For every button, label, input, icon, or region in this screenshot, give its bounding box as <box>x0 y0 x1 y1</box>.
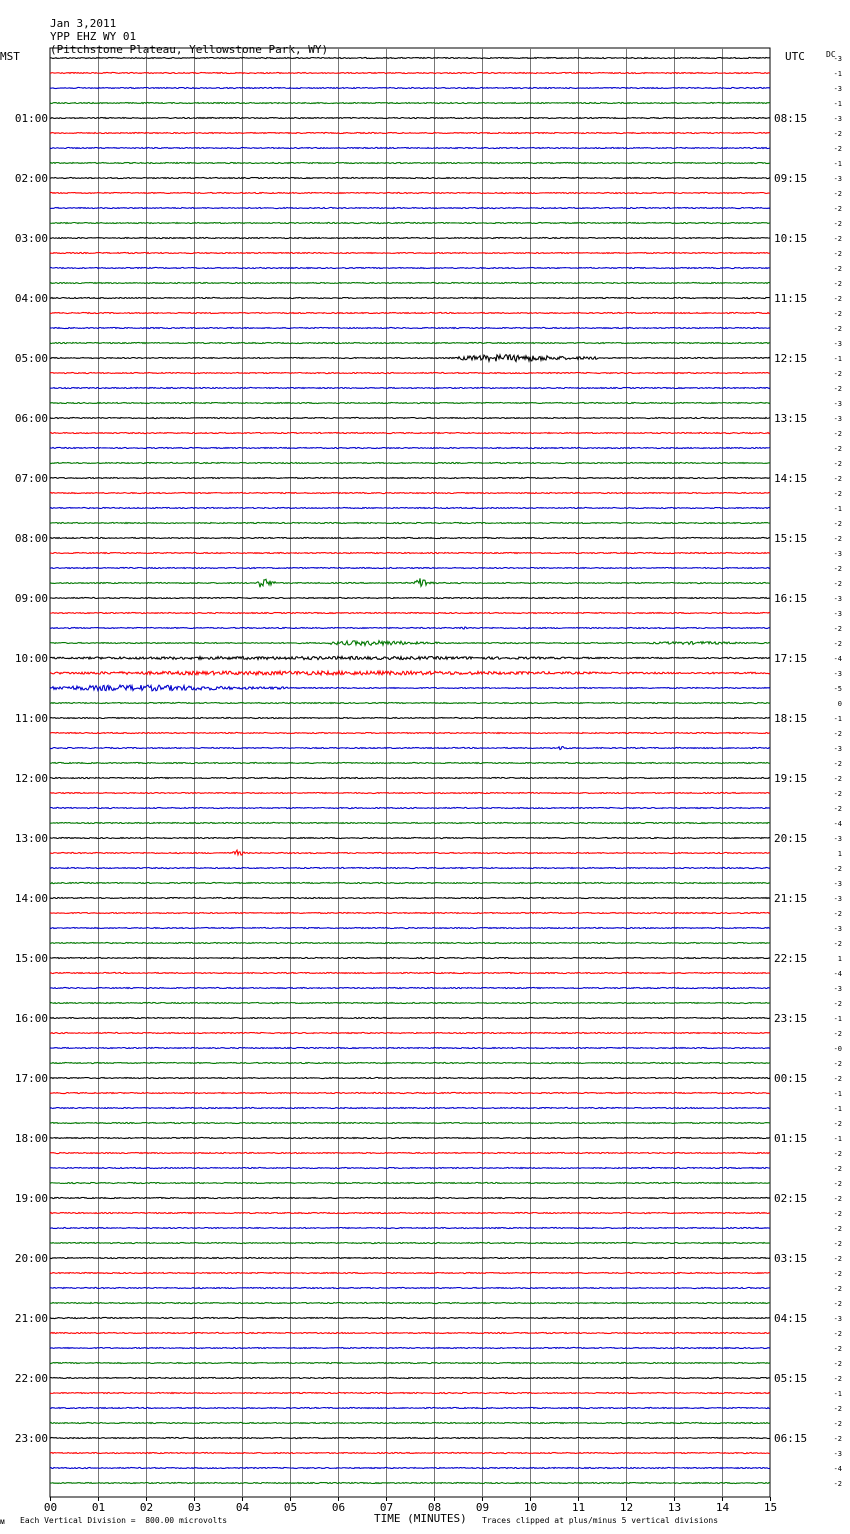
dc-offset-label: -4 <box>833 970 842 978</box>
dc-offset-label: -2 <box>833 1225 842 1233</box>
seismic-trace <box>50 1062 770 1063</box>
mst-hour-label: 15:00 <box>14 952 48 965</box>
dc-offset-label: -3 <box>833 670 842 678</box>
utc-hour-label: 18:15 <box>774 712 808 725</box>
seismic-trace <box>50 912 770 913</box>
dc-offset-label: -2 <box>833 445 842 453</box>
seismic-trace <box>50 1152 770 1153</box>
utc-hour-label: 03:15 <box>774 1252 808 1265</box>
dc-offset-label: -2 <box>833 1075 842 1083</box>
dc-offset-label: -2 <box>833 1180 842 1188</box>
seismic-trace <box>50 1347 770 1348</box>
seismic-trace <box>50 102 770 103</box>
dc-offset-label: -4 <box>833 1465 842 1473</box>
seismic-trace <box>50 1317 770 1318</box>
dc-offset-label: -2 <box>833 775 842 783</box>
utc-hour-label: 16:15 <box>774 592 808 605</box>
x-tick-label: 07 <box>379 1501 394 1514</box>
mst-hour-label: 20:00 <box>14 1252 48 1265</box>
seismic-trace <box>50 685 770 691</box>
dc-offset-label: -3 <box>833 85 842 93</box>
seismic-trace <box>50 957 770 958</box>
mst-hour-label: 10:00 <box>14 652 48 665</box>
seismic-trace <box>50 87 770 88</box>
dc-offset-label: -2 <box>833 475 842 483</box>
dc-offset-label: -2 <box>833 1285 842 1293</box>
dc-offset-label: -2 <box>833 535 842 543</box>
dc-offset-label: -1 <box>833 160 842 168</box>
seismic-trace <box>50 747 770 750</box>
dc-offset-label: -2 <box>833 625 842 633</box>
mst-hour-label: 22:00 <box>14 1372 48 1385</box>
seismic-trace <box>50 252 770 253</box>
seismic-trace <box>50 1467 770 1468</box>
seismic-trace <box>50 641 770 646</box>
dc-offset-label: -2 <box>833 1345 842 1353</box>
dc-offset-label: -2 <box>833 805 842 813</box>
mst-hour-label: 17:00 <box>14 1072 48 1085</box>
utc-hour-label: 12:15 <box>774 352 808 365</box>
seismic-trace <box>50 1257 770 1258</box>
x-tick-label: 03 <box>187 1501 202 1514</box>
utc-hour-label: 13:15 <box>774 412 808 425</box>
seismic-trace <box>50 1392 770 1393</box>
x-tick-label: 04 <box>235 1501 250 1514</box>
trace-lines <box>50 57 770 1483</box>
seismic-trace <box>50 1182 770 1183</box>
dc-offset-label: -2 <box>833 1120 842 1128</box>
dc-offset-label: -3 <box>833 610 842 618</box>
seismic-trace <box>50 942 770 943</box>
scale-note: Each Vertical Division = 800.00 microvolts <box>20 1516 228 1525</box>
x-tick-label: 09 <box>475 1501 490 1514</box>
dc-offset-label: -2 <box>833 280 842 288</box>
x-tick-label: 13 <box>667 1501 682 1514</box>
dc-offset-label: -2 <box>833 1030 842 1038</box>
x-tick-label: 01 <box>91 1501 106 1514</box>
seismic-trace <box>50 1137 770 1138</box>
x-tick-label: 02 <box>139 1501 154 1514</box>
utc-hour-label: 09:15 <box>774 172 808 185</box>
dc-offset-label: -2 <box>833 205 842 213</box>
dc-offset-label: -2 <box>833 1165 842 1173</box>
seismic-trace <box>50 327 770 328</box>
dc-offset-label: -2 <box>833 1195 842 1203</box>
mst-label: MST <box>0 50 20 63</box>
clip-note: Traces clipped at plus/minus 5 vertical divisions <box>482 1516 719 1525</box>
seismic-trace <box>50 552 770 553</box>
dc-offset-label: -2 <box>833 520 842 528</box>
dc-offset-label: -2 <box>833 1270 842 1278</box>
dc-offset-label: -3 <box>833 745 842 753</box>
seismic-trace <box>50 1227 770 1228</box>
seismic-trace <box>50 355 770 362</box>
dc-offset-label: -2 <box>833 430 842 438</box>
x-tick-label: 14 <box>715 1501 730 1514</box>
dc-offset-label: -2 <box>833 1405 842 1413</box>
plot-grid <box>50 48 770 1497</box>
dc-offset-label: -2 <box>833 730 842 738</box>
dc-offset-label: -3 <box>833 55 842 63</box>
seismic-trace <box>50 597 770 598</box>
mst-hour-label: 05:00 <box>14 352 48 365</box>
seismic-trace <box>50 57 770 58</box>
utc-hour-label: 00:15 <box>774 1072 808 1085</box>
dc-offset-label: -1 <box>833 1015 842 1023</box>
dc-offset-label: -2 <box>833 250 842 258</box>
dc-offset-label: -2 <box>833 460 842 468</box>
dc-offset-label: -2 <box>833 1240 842 1248</box>
dc-offset-label: -2 <box>833 865 842 873</box>
dc-offset-label: -2 <box>833 640 842 648</box>
dc-offset-label: -1 <box>833 505 842 513</box>
seismic-trace <box>50 732 770 733</box>
seismic-trace <box>50 837 770 838</box>
dc-offset-label: -1 <box>833 1090 842 1098</box>
seismic-trace <box>50 1167 770 1168</box>
plot-frame <box>50 48 770 1497</box>
utc-hour-label: 22:15 <box>774 952 808 965</box>
dc-offset-label: -2 <box>833 265 842 273</box>
utc-hour-label: 14:15 <box>774 472 808 485</box>
dc-offset-label: -2 <box>833 1210 842 1218</box>
dc-offset-label: -2 <box>833 1000 842 1008</box>
x-tick-label: 08 <box>427 1501 442 1514</box>
seismic-trace <box>50 867 770 868</box>
seismic-trace <box>50 237 770 238</box>
seismic-trace <box>50 897 770 898</box>
seismic-trace <box>50 1032 770 1033</box>
seismic-trace <box>50 507 770 508</box>
dc-offset-label: -3 <box>833 115 842 123</box>
dc-offset-label: -2 <box>833 565 842 573</box>
utc-hour-label: 20:15 <box>774 832 808 845</box>
seismic-trace <box>50 927 770 928</box>
dc-offset-label: -1 <box>833 355 842 363</box>
dc-offset-label: -3 <box>833 925 842 933</box>
seismic-trace <box>50 702 770 703</box>
dc-offset-label: -2 <box>833 1480 842 1488</box>
utc-hour-label: 23:15 <box>774 1012 808 1025</box>
location-label: (Pitchstone Plateau, Yellowstone Park, WY) <box>50 43 329 56</box>
seismic-trace <box>50 1332 770 1333</box>
seismic-trace <box>50 777 770 778</box>
mst-hour-label: 02:00 <box>14 172 48 185</box>
seismic-trace <box>50 132 770 133</box>
utc-hour-label: 01:15 <box>774 1132 808 1145</box>
dc-offset-label: -3 <box>833 895 842 903</box>
dc-offset-label: -2 <box>833 1435 842 1443</box>
mst-hour-label: 09:00 <box>14 592 48 605</box>
dc-offset-label: -4 <box>833 655 842 663</box>
seismic-trace <box>50 1452 770 1453</box>
dc-offset-label: -1 <box>833 1105 842 1113</box>
seismic-trace <box>50 1212 770 1213</box>
dc-offset-label: -2 <box>833 1330 842 1338</box>
dc-offset-label: -4 <box>833 820 842 828</box>
seismic-trace <box>50 1077 770 1078</box>
seismic-trace <box>50 72 770 73</box>
dc-offset-label: -2 <box>833 1360 842 1368</box>
dc-offset-label: -2 <box>833 325 842 333</box>
seismic-trace <box>50 1197 770 1198</box>
seismic-trace <box>50 567 770 568</box>
seismic-trace <box>50 612 770 613</box>
dc-offset-label: -3 <box>833 340 842 348</box>
dc-offset-label: -3 <box>833 415 842 423</box>
mst-hour-label: 07:00 <box>14 472 48 485</box>
seismic-trace <box>50 987 770 988</box>
seismic-trace <box>50 492 770 493</box>
mst-hour-label: 21:00 <box>14 1312 48 1325</box>
dc-offset-label: -2 <box>833 295 842 303</box>
seismic-trace <box>50 1017 770 1018</box>
dc-label: DC <box>826 50 836 59</box>
dc-offset-label: -5 <box>833 685 842 693</box>
x-tick-label: 12 <box>619 1501 634 1514</box>
mst-hour-label: 04:00 <box>14 292 48 305</box>
seismic-trace <box>50 1377 770 1378</box>
seismic-trace <box>50 402 770 403</box>
seismic-trace <box>50 1437 770 1438</box>
x-axis-title: TIME (MINUTES) <box>374 1512 467 1525</box>
seismic-trace <box>50 342 770 343</box>
seismic-trace <box>50 578 770 587</box>
seismic-trace <box>50 117 770 118</box>
seismic-trace <box>50 792 770 793</box>
seismic-trace <box>50 537 770 538</box>
mst-hour-label: 16:00 <box>14 1012 48 1025</box>
dc-offset-label: -0 <box>833 1045 842 1053</box>
seismic-trace <box>50 1002 770 1003</box>
dc-offset-label: -3 <box>833 595 842 603</box>
station-label: YPP EHZ WY 01 <box>50 30 137 43</box>
seismic-trace <box>50 147 770 148</box>
dc-offset-label: -1 <box>833 1390 842 1398</box>
dc-offset-label: -3 <box>833 1450 842 1458</box>
dc-offset-label: -2 <box>833 1255 842 1263</box>
seismic-trace <box>50 1407 770 1408</box>
seismic-trace <box>50 192 770 193</box>
seismic-trace <box>50 297 770 298</box>
mst-hour-label: 18:00 <box>14 1132 48 1145</box>
seismic-trace <box>50 162 770 163</box>
mst-hour-label: 11:00 <box>14 712 48 725</box>
dc-offset-label: -1 <box>833 1135 842 1143</box>
seismic-trace <box>50 432 770 433</box>
utc-hour-label: 19:15 <box>774 772 808 785</box>
corner-mark: ᴍ <box>0 1517 5 1526</box>
seismic-trace <box>50 1362 770 1363</box>
seismic-trace <box>50 1422 770 1423</box>
seismic-trace <box>50 882 770 883</box>
dc-offset-label: -1 <box>833 100 842 108</box>
mst-hour-label: 01:00 <box>14 112 48 125</box>
dc-offset-label: -2 <box>833 1150 842 1158</box>
dc-offset-label: -3 <box>833 1315 842 1323</box>
utc-hour-label: 10:15 <box>774 232 808 245</box>
mst-hour-label: 14:00 <box>14 892 48 905</box>
mst-hour-label: 19:00 <box>14 1192 48 1205</box>
utc-hour-label: 17:15 <box>774 652 808 665</box>
dc-offset-label: -2 <box>833 190 842 198</box>
dc-offset-label: -2 <box>833 145 842 153</box>
seismic-trace <box>50 1272 770 1273</box>
seismic-trace <box>50 1242 770 1243</box>
seismic-trace <box>50 1287 770 1288</box>
dc-offset-label: -2 <box>833 910 842 918</box>
dc-offset-label: -2 <box>833 310 842 318</box>
dc-offset-label: -3 <box>833 985 842 993</box>
dc-offset-label: -2 <box>833 760 842 768</box>
dc-offset-label: -3 <box>833 400 842 408</box>
x-tick-label: 10 <box>523 1501 538 1514</box>
x-tick-label: 06 <box>331 1501 346 1514</box>
utc-hour-label: 04:15 <box>774 1312 808 1325</box>
utc-hour-label: 15:15 <box>774 532 808 545</box>
seismic-trace <box>50 671 770 675</box>
seismic-trace <box>50 282 770 283</box>
seismic-trace <box>50 387 770 388</box>
dc-offset-label: -2 <box>833 235 842 243</box>
dc-offset-label: -1 <box>833 715 842 723</box>
seismic-trace <box>50 762 770 763</box>
utc-hour-label: 06:15 <box>774 1432 808 1445</box>
mst-hour-label: 23:00 <box>14 1432 48 1445</box>
dc-offset-label: -2 <box>833 580 842 588</box>
dc-offset-label: -3 <box>833 880 842 888</box>
utc-label: UTC <box>785 50 805 63</box>
x-tick-label: 05 <box>283 1501 298 1514</box>
seismic-trace <box>50 1092 770 1093</box>
seismic-trace <box>50 462 770 463</box>
seismic-trace <box>50 972 770 973</box>
mst-hour-label: 03:00 <box>14 232 48 245</box>
mst-hour-label: 13:00 <box>14 832 48 845</box>
dc-offset-label: -2 <box>833 1420 842 1428</box>
seismic-trace <box>50 850 770 855</box>
dc-offset-label: 0 <box>837 700 842 708</box>
x-tick-label: 11 <box>571 1501 586 1514</box>
dc-offset-label: 1 <box>837 850 842 858</box>
mst-hour-label: 12:00 <box>14 772 48 785</box>
seismic-trace <box>50 177 770 178</box>
seismic-trace <box>50 1107 770 1108</box>
utc-hour-label: 11:15 <box>774 292 808 305</box>
seismic-trace <box>50 372 770 373</box>
seismic-trace <box>50 207 770 208</box>
dc-offset-label: -2 <box>833 490 842 498</box>
x-tick-label: 15 <box>763 1501 778 1514</box>
seismic-trace <box>50 1122 770 1123</box>
seismic-trace <box>50 312 770 313</box>
seismic-trace <box>50 417 770 418</box>
dc-offset-label: -2 <box>833 790 842 798</box>
seismic-trace <box>50 656 770 659</box>
seismic-trace <box>50 267 770 268</box>
dc-offset-label: -2 <box>833 385 842 393</box>
seismic-trace <box>50 447 770 448</box>
utc-hour-label: 21:15 <box>774 892 808 905</box>
x-tick-label: 00 <box>43 1501 58 1514</box>
seismic-trace <box>50 1482 770 1483</box>
seismic-trace <box>50 522 770 523</box>
seismic-trace <box>50 807 770 808</box>
dc-offset-label: -2 <box>833 370 842 378</box>
date-label: Jan 3,2011 <box>50 17 117 30</box>
dc-offset-label: -3 <box>833 175 842 183</box>
dc-offset-label: -3 <box>833 550 842 558</box>
dc-offset-label: -2 <box>833 940 842 948</box>
seismic-trace <box>50 222 770 223</box>
dc-offset-label: -2 <box>833 220 842 228</box>
dc-offset-label: -3 <box>833 835 842 843</box>
dc-offset-label: -2 <box>833 130 842 138</box>
utc-hour-label: 08:15 <box>774 112 808 125</box>
dc-offset-label: -2 <box>833 1060 842 1068</box>
utc-hour-label: 02:15 <box>774 1192 808 1205</box>
seismic-trace <box>50 1047 770 1048</box>
dc-offset-label: 1 <box>837 955 842 963</box>
utc-hour-label: 05:15 <box>774 1372 808 1385</box>
seismic-trace <box>50 717 770 718</box>
dc-offset-label: -1 <box>833 70 842 78</box>
seismic-trace <box>50 627 770 629</box>
mst-hour-label: 06:00 <box>14 412 48 425</box>
seismic-trace <box>50 822 770 823</box>
seismic-trace <box>50 477 770 478</box>
dc-offset-label: -2 <box>833 1375 842 1383</box>
mst-hour-label: 08:00 <box>14 532 48 545</box>
dc-offset-label: -2 <box>833 1300 842 1308</box>
seismic-trace <box>50 1302 770 1303</box>
